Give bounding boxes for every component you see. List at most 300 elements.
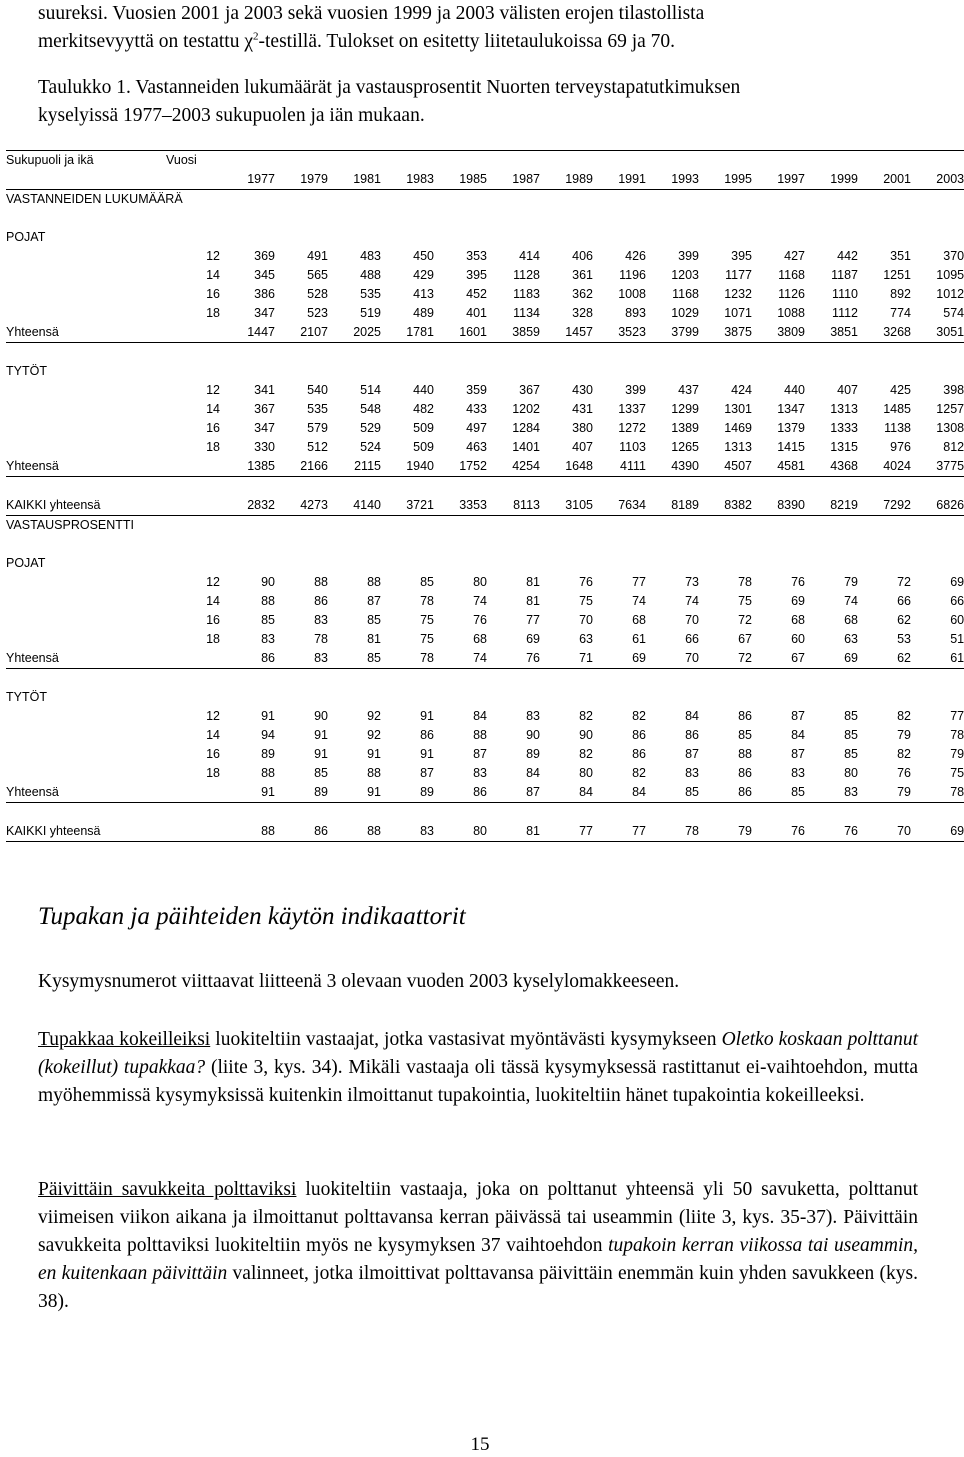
value-cell: 359 (466, 383, 487, 397)
value-cell: 91 (367, 747, 381, 761)
caption-line-2: kyselyissä 1977–2003 sukupuolen ja iän mukaan. (38, 105, 425, 126)
total-cell: 3875 (699, 323, 752, 343)
value-cell: 88 (261, 766, 275, 780)
value-cell: 85 (314, 766, 328, 780)
table-row (6, 764, 964, 783)
year-header: 1985 (434, 170, 487, 190)
value-cell: 80 (473, 575, 487, 589)
value-cell: 88 (314, 575, 328, 589)
table-row (6, 400, 964, 419)
intro-text (38, 0, 938, 56)
total-cell: 70 (646, 649, 699, 669)
value-cell: 81 (526, 575, 540, 589)
value-cell: 86 (632, 728, 646, 742)
value-cell: 341 (254, 383, 275, 397)
grand-total-cell: 8189 (646, 496, 699, 516)
value-cell: 80 (844, 766, 858, 780)
value-cell: 90 (261, 575, 275, 589)
value-cell: 90 (579, 728, 593, 742)
value-cell: 60 (791, 632, 805, 646)
value-cell: 367 (254, 402, 275, 416)
label-blank (166, 496, 220, 516)
value-cell: 1389 (671, 421, 699, 435)
value-cell: 450 (413, 249, 434, 263)
total-cell: 4390 (646, 457, 699, 477)
value-cell: 86 (314, 594, 328, 608)
value-cell: 574 (943, 306, 964, 320)
value-cell: 85 (844, 728, 858, 742)
value-cell: 88 (738, 747, 752, 761)
age-label: 18 (206, 766, 220, 780)
grand-total-cell: 2832 (220, 496, 275, 516)
total-cell: 1940 (381, 457, 434, 477)
value-cell: 1168 (672, 287, 699, 301)
value-cell: 1110 (832, 287, 858, 301)
indicator-section (38, 902, 918, 932)
year-header: 1979 (275, 170, 328, 190)
value-cell: 528 (307, 287, 328, 301)
value-cell: 77 (950, 709, 964, 723)
value-cell: 976 (890, 440, 911, 454)
option-quote: tupakoin kerran viikossa tai useammin, en kuitenkaan päivittäin (38, 1235, 918, 1284)
value-cell: 488 (360, 268, 381, 282)
grand-total-cell: 83 (381, 822, 434, 842)
paragraph-2-b: (liite 3, kys. 34). Mikäli vastaaja oli tässä kysymyksessä rastittanut ei-vaihtoehdon, mutta myöhemmissä kysymyksissä kuitenkin ilmoittanut tupakointia, luokiteltiin hänet tupakointia kokeilleeksi. (38, 1057, 918, 1106)
caption-line-1: Taulukko 1. Vastanneiden lukumäärät ja vastausprosentit Nuorten terveystapatutkimuksen (38, 77, 741, 98)
year-header: 1987 (487, 170, 540, 190)
group-row (6, 362, 964, 381)
value-cell: 74 (632, 594, 646, 608)
value-cell: 1485 (883, 402, 911, 416)
value-cell: 369 (254, 249, 275, 263)
value-cell: 1071 (724, 306, 752, 320)
total-cell: 1447 (220, 323, 275, 343)
value-cell: 82 (579, 747, 593, 761)
total-label: Yhteensä (6, 323, 166, 343)
value-cell: 1257 (936, 402, 964, 416)
age-label: 12 (206, 575, 220, 589)
value-cell: 540 (307, 383, 328, 397)
value-cell: 1202 (512, 402, 540, 416)
value-cell: 83 (685, 766, 699, 780)
spacer-row (6, 209, 964, 228)
value-cell: 72 (738, 613, 752, 627)
grand-total-label: KAIKKI yhteensä (6, 496, 166, 516)
group-row (6, 554, 964, 573)
value-cell: 61 (632, 632, 646, 646)
table-row (6, 438, 964, 457)
value-cell: 87 (685, 747, 699, 761)
value-cell: 82 (579, 709, 593, 723)
value-cell: 82 (632, 766, 646, 780)
value-cell: 77 (526, 613, 540, 627)
table-row (6, 285, 964, 304)
table-row (6, 630, 964, 649)
page-number: 15 (470, 1434, 490, 1455)
label-blank (6, 419, 166, 438)
value-cell: 91 (314, 728, 328, 742)
value-cell: 83 (261, 632, 275, 646)
total-label: Yhteensä (6, 649, 166, 669)
value-cell: 66 (950, 594, 964, 608)
value-cell: 535 (360, 287, 381, 301)
total-cell: 86 (699, 783, 752, 803)
value-cell: 86 (420, 728, 434, 742)
label-blank (6, 247, 166, 266)
value-cell: 1333 (830, 421, 858, 435)
grand-total-cell: 76 (805, 822, 858, 842)
value-cell: 1313 (724, 440, 752, 454)
data-table (6, 150, 964, 842)
value-cell: 63 (844, 632, 858, 646)
table-row (6, 726, 964, 745)
paragraph-1 (38, 968, 918, 996)
value-cell: 74 (473, 594, 487, 608)
age-label: 14 (206, 268, 220, 282)
grand-total-cell: 3721 (381, 496, 434, 516)
total-label: Yhteensä (6, 783, 166, 803)
value-cell: 1134 (513, 306, 540, 320)
total-cell: 85 (646, 783, 699, 803)
value-cell: 89 (526, 747, 540, 761)
value-cell: 84 (685, 709, 699, 723)
value-cell: 91 (261, 709, 275, 723)
value-cell: 91 (420, 747, 434, 761)
group-label-boys: POJAT (6, 230, 46, 244)
label-blank (6, 707, 166, 726)
value-cell: 367 (519, 383, 540, 397)
grand-total-cell: 4140 (328, 496, 381, 516)
value-cell: 483 (360, 249, 381, 263)
value-cell: 1008 (618, 287, 646, 301)
value-cell: 1203 (671, 268, 699, 282)
value-cell: 452 (466, 287, 487, 301)
value-cell: 401 (466, 306, 487, 320)
grand-total-cell: 3105 (540, 496, 593, 516)
age-label: 12 (206, 383, 220, 397)
section-title: VASTANNEIDEN LUKUMÄÄRÄ (6, 192, 183, 206)
value-cell: 440 (784, 383, 805, 397)
value-cell: 73 (685, 575, 699, 589)
total-cell: 84 (540, 783, 593, 803)
section-title-row (6, 190, 964, 210)
value-cell: 87 (791, 709, 805, 723)
total-cell: 4507 (699, 457, 752, 477)
value-cell: 579 (307, 421, 328, 435)
value-cell: 80 (579, 766, 593, 780)
value-cell: 83 (791, 766, 805, 780)
year-header: 1977 (220, 170, 275, 190)
value-cell: 413 (413, 287, 434, 301)
value-cell: 491 (307, 249, 328, 263)
group-row (6, 688, 964, 707)
total-cell: 83 (805, 783, 858, 803)
value-cell: 548 (360, 402, 381, 416)
value-cell: 75 (420, 613, 434, 627)
value-cell: 1012 (936, 287, 964, 301)
value-cell: 83 (314, 613, 328, 627)
value-cell: 1379 (777, 421, 805, 435)
value-cell: 94 (261, 728, 275, 742)
total-cell: 4368 (805, 457, 858, 477)
header-row-top (6, 151, 964, 171)
value-cell: 53 (897, 632, 911, 646)
value-cell: 812 (943, 440, 964, 454)
group-label-girls: TYTÖT (6, 364, 47, 378)
age-label: 16 (206, 421, 220, 435)
value-cell: 519 (360, 306, 381, 320)
table-row (6, 247, 964, 266)
label-blank (166, 323, 220, 343)
value-cell: 442 (837, 249, 858, 263)
spacer-row (6, 803, 964, 823)
grand-total-cell: 77 (593, 822, 646, 842)
value-cell: 380 (572, 421, 593, 435)
value-cell: 82 (632, 709, 646, 723)
value-cell: 353 (466, 249, 487, 263)
value-cell: 893 (625, 306, 646, 320)
value-cell: 1095 (936, 268, 964, 282)
value-cell: 529 (360, 421, 381, 435)
value-cell: 463 (466, 440, 487, 454)
age-label: 18 (206, 632, 220, 646)
value-cell: 88 (367, 766, 381, 780)
total-cell: 4254 (487, 457, 540, 477)
year-header: 1991 (593, 170, 646, 190)
total-cell: 4024 (858, 457, 911, 477)
value-cell: 84 (473, 709, 487, 723)
total-cell: 79 (858, 783, 911, 803)
total-cell: 69 (805, 649, 858, 669)
value-cell: 1308 (936, 421, 964, 435)
value-cell: 91 (420, 709, 434, 723)
total-cell: 61 (911, 649, 964, 669)
value-cell: 90 (314, 709, 328, 723)
spacer-cell (6, 477, 964, 497)
value-cell: 370 (943, 249, 964, 263)
paragraph-3-b: valinneet, jotka ilmoittivat polttavansa päivittäin enemmän kuin yhden savukkeen (kys. 38). (38, 1263, 918, 1312)
label-blank (6, 381, 166, 400)
total-cell: 3775 (911, 457, 964, 477)
value-cell: 892 (890, 287, 911, 301)
value-cell: 1103 (619, 440, 646, 454)
value-cell: 86 (685, 728, 699, 742)
value-cell: 535 (307, 402, 328, 416)
total-cell: 71 (540, 649, 593, 669)
age-label: 14 (206, 728, 220, 742)
value-cell: 398 (943, 383, 964, 397)
grand-total-cell: 6826 (911, 496, 964, 516)
value-cell: 1265 (671, 440, 699, 454)
value-cell: 78 (950, 728, 964, 742)
grand-total-label: KAIKKI yhteensä (6, 822, 166, 842)
value-cell: 75 (579, 594, 593, 608)
value-cell: 1313 (830, 402, 858, 416)
total-cell: 74 (434, 649, 487, 669)
table-row (6, 707, 964, 726)
label-blank (6, 573, 166, 592)
total-cell: 3859 (487, 323, 540, 343)
value-cell: 69 (791, 594, 805, 608)
total-cell: 3051 (911, 323, 964, 343)
value-cell: 328 (572, 306, 593, 320)
value-cell: 565 (307, 268, 328, 282)
grand-total-cell: 79 (699, 822, 752, 842)
total-cell: 72 (699, 649, 752, 669)
grand-total-row (6, 822, 964, 842)
grand-total-cell: 70 (858, 822, 911, 842)
label-blank (6, 764, 166, 783)
value-cell: 89 (261, 747, 275, 761)
value-cell: 437 (678, 383, 699, 397)
value-cell: 69 (950, 575, 964, 589)
grand-total-cell: 78 (646, 822, 699, 842)
intro-line-1: suureksi. Vuosien 2001 ja 2003 sekä vuosien 1999 ja 2003 välisten erojen tilastollista (38, 3, 705, 24)
year-header: 1989 (540, 170, 593, 190)
value-cell: 72 (897, 575, 911, 589)
term-paivittain-polttaviksi: Päivittäin savukkeita polttaviksi (38, 1179, 297, 1200)
value-cell: 79 (950, 747, 964, 761)
total-cell: 1648 (540, 457, 593, 477)
total-cell: 3809 (752, 323, 805, 343)
value-cell: 62 (897, 613, 911, 627)
total-cell: 1457 (540, 323, 593, 343)
value-cell: 78 (420, 594, 434, 608)
value-cell: 489 (413, 306, 434, 320)
paragraph-3-text (38, 1176, 918, 1316)
label-blank (6, 266, 166, 285)
label-blank (6, 611, 166, 630)
label-blank (6, 745, 166, 764)
label-blank (166, 457, 220, 477)
value-cell: 91 (314, 747, 328, 761)
value-cell: 523 (307, 306, 328, 320)
value-cell: 361 (572, 268, 593, 282)
header-blank (166, 170, 220, 190)
value-cell: 407 (837, 383, 858, 397)
label-blank (6, 285, 166, 304)
value-cell: 351 (890, 249, 911, 263)
value-cell: 1138 (884, 421, 911, 435)
table-row (6, 611, 964, 630)
section-title: VASTAUSPROSENTTI (6, 518, 135, 532)
year-header: 2003 (911, 170, 964, 190)
value-cell: 77 (632, 575, 646, 589)
paragraph-2-text (38, 1026, 918, 1110)
total-row (6, 649, 964, 669)
total-cell: 86 (220, 649, 275, 669)
table-row (6, 419, 964, 438)
grand-total-cell: 8113 (487, 496, 540, 516)
value-cell: 67 (738, 632, 752, 646)
total-cell: 86 (434, 783, 487, 803)
total-cell: 78 (911, 783, 964, 803)
total-cell: 3851 (805, 323, 858, 343)
value-cell: 1301 (724, 402, 752, 416)
value-cell: 347 (254, 421, 275, 435)
value-cell: 85 (844, 709, 858, 723)
value-cell: 70 (685, 613, 699, 627)
header-blank (6, 170, 166, 190)
age-label: 18 (206, 440, 220, 454)
total-row (6, 783, 964, 803)
value-cell: 78 (738, 575, 752, 589)
group-label-boys: POJAT (6, 556, 46, 570)
total-cell: 62 (858, 649, 911, 669)
value-cell: 395 (466, 268, 487, 282)
value-cell: 76 (791, 575, 805, 589)
total-cell: 84 (593, 783, 646, 803)
value-cell: 86 (738, 709, 752, 723)
value-cell: 90 (526, 728, 540, 742)
total-cell: 85 (752, 783, 805, 803)
year-header: 1995 (699, 170, 752, 190)
total-cell: 2025 (328, 323, 381, 343)
value-cell: 81 (526, 594, 540, 608)
grand-total-cell: 7634 (593, 496, 646, 516)
value-cell: 1168 (778, 268, 805, 282)
value-cell: 406 (572, 249, 593, 263)
label-blank (6, 400, 166, 419)
value-cell: 429 (413, 268, 434, 282)
spacer-row (6, 343, 964, 363)
value-cell: 88 (367, 575, 381, 589)
value-cell: 1196 (619, 268, 646, 282)
grand-total-cell: 3353 (434, 496, 487, 516)
label-blank (166, 649, 220, 669)
value-cell: 78 (314, 632, 328, 646)
group-label-girls: TYTÖT (6, 690, 47, 704)
age-label: 14 (206, 402, 220, 416)
table-row (6, 745, 964, 764)
group-row (6, 228, 964, 247)
total-row (6, 457, 964, 477)
value-cell: 1183 (513, 287, 540, 301)
value-cell: 1415 (777, 440, 805, 454)
intro-line-2-a: merkitsevyyttä on testattu χ (38, 31, 253, 52)
grand-total-cell: 7292 (858, 496, 911, 516)
value-cell: 85 (738, 728, 752, 742)
year-header: 1993 (646, 170, 699, 190)
paragraph-1-text: Kysymysnumerot viittaavat liitteenä 3 olevaan vuoden 2003 kyselylomakkeeseen. (38, 971, 680, 992)
age-label: 16 (206, 287, 220, 301)
value-cell: 75 (950, 766, 964, 780)
label-blank (166, 822, 220, 842)
grand-total-cell: 88 (328, 822, 381, 842)
value-cell: 497 (466, 421, 487, 435)
section-title-row (6, 516, 964, 536)
paragraph-2-a: luokiteltiin vastaajat, jotka vastasivat myöntävästi kysymykseen (210, 1029, 722, 1050)
spacer-cell (6, 803, 964, 823)
spacer-row (6, 669, 964, 689)
spacer-cell (6, 343, 964, 363)
total-cell: 2115 (328, 457, 381, 477)
value-cell: 424 (731, 383, 752, 397)
section-heading: Tupakan ja päihteiden käytön indikaattorit (38, 903, 466, 930)
value-cell: 1088 (777, 306, 805, 320)
value-cell: 514 (360, 383, 381, 397)
value-cell: 76 (473, 613, 487, 627)
value-cell: 85 (261, 613, 275, 627)
total-cell: 1601 (434, 323, 487, 343)
year-header: 2001 (858, 170, 911, 190)
value-cell: 74 (685, 594, 699, 608)
spacer-row (6, 535, 964, 554)
value-cell: 79 (844, 575, 858, 589)
value-cell: 85 (844, 747, 858, 761)
value-cell: 84 (526, 766, 540, 780)
value-cell: 84 (791, 728, 805, 742)
